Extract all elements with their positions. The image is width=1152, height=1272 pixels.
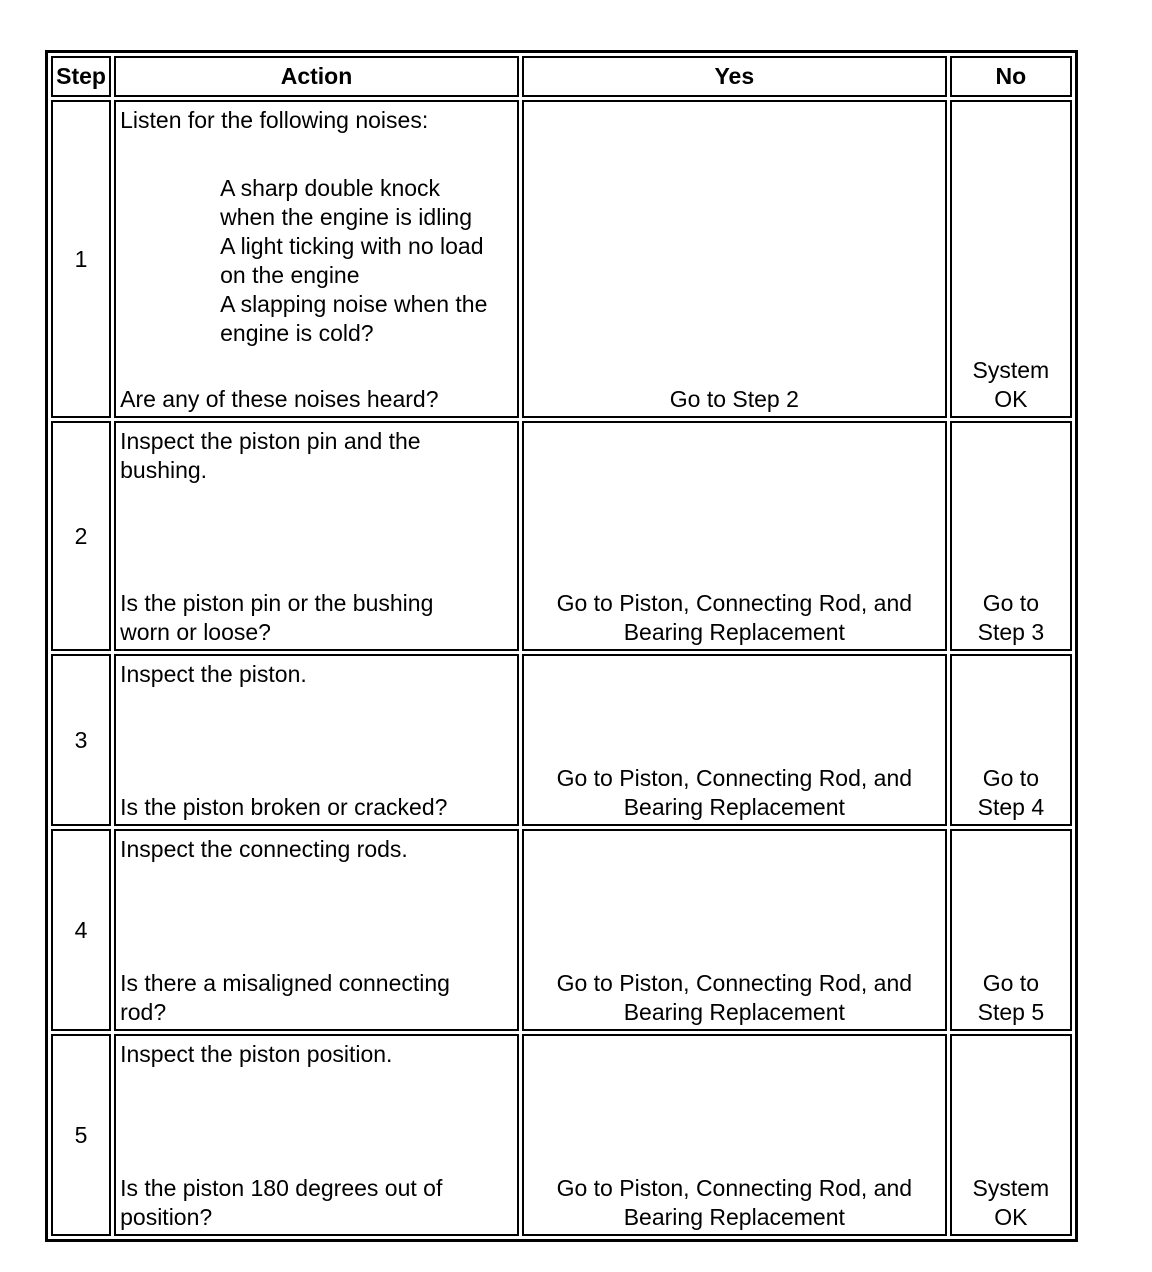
no-line: Step 4 xyxy=(977,794,1045,820)
step-number: 4 xyxy=(51,829,111,1031)
step-number: 5 xyxy=(51,1034,111,1236)
noise-line: when the engine is idling xyxy=(220,204,473,230)
no-cell xyxy=(950,421,1072,651)
action-instruction: Inspect the connecting rods. xyxy=(120,836,408,862)
yes-line: Go to Piston, Connecting Rod, and xyxy=(556,765,913,791)
no-line: OK xyxy=(994,386,1028,412)
step-number: 2 xyxy=(51,421,111,651)
noise-list xyxy=(116,174,517,348)
action-cell xyxy=(114,1034,519,1236)
yes-cell xyxy=(522,1034,947,1236)
noise-line: on the engine xyxy=(220,262,360,288)
yes-cell xyxy=(522,829,947,1031)
action-cell xyxy=(114,421,519,651)
action-instruction: Inspect the piston position. xyxy=(120,1041,393,1067)
noise-line: A slapping noise when the xyxy=(220,291,488,317)
action-question: Are any of these noises heard? xyxy=(120,386,439,412)
no-result xyxy=(952,356,1070,414)
action-question: Is the piston broken or cracked? xyxy=(120,794,448,820)
no-cell xyxy=(950,654,1072,826)
diagnostic-table xyxy=(45,50,1078,1242)
no-line: OK xyxy=(994,1204,1028,1230)
question-line: Is there a misaligned connecting xyxy=(120,970,450,996)
no-result xyxy=(952,764,1070,822)
question-line: Is the piston pin or the bushing xyxy=(120,590,434,616)
yes-result xyxy=(524,1174,945,1232)
yes-line: Go to Step 2 xyxy=(669,386,799,412)
no-cell xyxy=(950,829,1072,1031)
table-row xyxy=(51,829,1072,1031)
no-result xyxy=(952,589,1070,647)
header-step: Step xyxy=(51,56,111,97)
noise-line: A sharp double knock xyxy=(220,175,441,201)
header-action: Action xyxy=(114,56,519,97)
table-row xyxy=(51,654,1072,826)
yes-line: Bearing Replacement xyxy=(623,999,845,1025)
no-line: Go to xyxy=(982,970,1039,996)
no-result xyxy=(952,969,1070,1027)
no-line: System xyxy=(972,1175,1050,1201)
noise-line: engine is cold? xyxy=(220,320,374,346)
table-row xyxy=(51,100,1072,418)
no-cell xyxy=(950,100,1072,418)
no-line: Go to xyxy=(982,590,1039,616)
action-instruction: Listen for the following noises: xyxy=(120,107,429,133)
no-line: Step 3 xyxy=(977,619,1045,645)
yes-line: Go to Piston, Connecting Rod, and xyxy=(556,1175,913,1201)
table-row xyxy=(51,1034,1072,1236)
yes-result xyxy=(524,969,945,1027)
instruction-line: bushing. xyxy=(120,457,208,483)
yes-result xyxy=(524,385,945,414)
action-question xyxy=(120,969,513,1027)
question-line: rod? xyxy=(120,999,167,1025)
yes-result xyxy=(524,589,945,647)
header-no: No xyxy=(950,56,1072,97)
yes-line: Bearing Replacement xyxy=(623,794,845,820)
noise-line: A light ticking with no load xyxy=(220,233,484,259)
step-number: 3 xyxy=(51,654,111,826)
yes-cell xyxy=(522,421,947,651)
action-question xyxy=(120,589,513,647)
no-line: System xyxy=(972,357,1050,383)
yes-line: Go to Piston, Connecting Rod, and xyxy=(556,970,913,996)
yes-line: Go to Piston, Connecting Rod, and xyxy=(556,590,913,616)
no-cell xyxy=(950,1034,1072,1236)
header-row xyxy=(51,56,1072,97)
action-cell xyxy=(114,829,519,1031)
instruction-line: Inspect the piston pin and the xyxy=(120,428,421,454)
question-line: position? xyxy=(120,1204,213,1230)
question-line: Is the piston 180 degrees out of xyxy=(120,1175,443,1201)
yes-cell xyxy=(522,100,947,418)
question-line: worn or loose? xyxy=(120,619,271,645)
no-result xyxy=(952,1174,1070,1232)
action-instruction xyxy=(116,423,517,485)
action-instruction: Inspect the piston. xyxy=(120,661,307,687)
action-cell xyxy=(114,100,519,418)
yes-result xyxy=(524,764,945,822)
no-line: Step 5 xyxy=(977,999,1045,1025)
yes-line: Bearing Replacement xyxy=(623,1204,845,1230)
action-cell xyxy=(114,654,519,826)
yes-cell xyxy=(522,654,947,826)
action-question xyxy=(120,1174,513,1232)
step-number: 1 xyxy=(51,100,111,418)
table-row xyxy=(51,421,1072,651)
yes-line: Bearing Replacement xyxy=(623,619,845,645)
header-yes: Yes xyxy=(522,56,947,97)
no-line: Go to xyxy=(982,765,1039,791)
